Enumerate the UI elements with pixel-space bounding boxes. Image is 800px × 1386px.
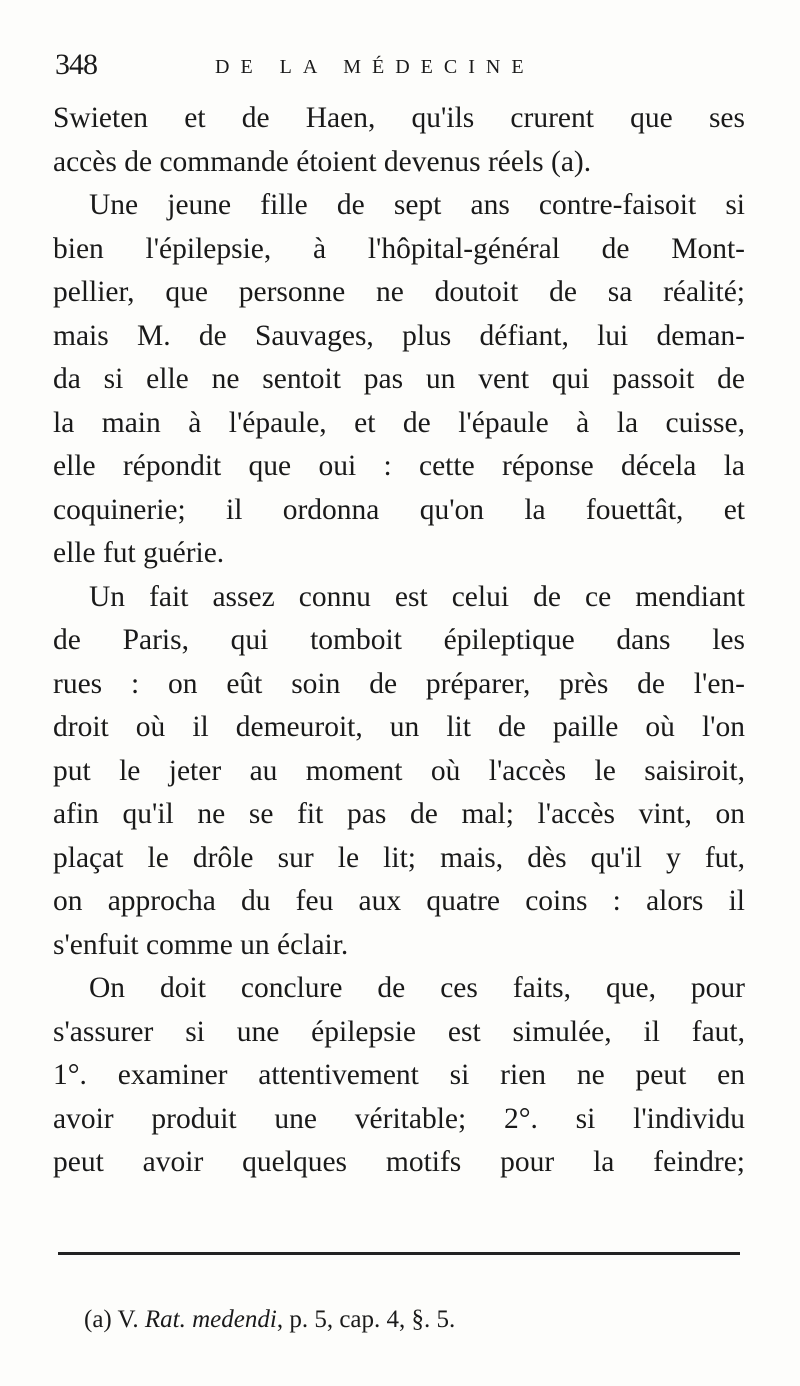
text-line: s'enfuit comme un éclair. [53, 928, 349, 961]
text-line: s'assurer si une épilepsie est simulée, il faut, [53, 1015, 745, 1048]
text-line: de Paris, qui tomboit épileptique dans les [53, 624, 745, 656]
footnote-rule [58, 1252, 740, 1255]
footnote-marker: (a) V. [84, 1306, 139, 1333]
text-line: On doit conclure de ces faits, que, pour [89, 972, 745, 1004]
page-header [55, 45, 755, 89]
text-line: mais M. de Sauvages, plus défiant, lui deman- [53, 319, 745, 352]
text-line: elle répondit que oui : cette réponse décela la [53, 450, 745, 482]
page-number: 348 [55, 48, 97, 81]
text-line: da si elle ne sentoit pas un vent qui passoit de [53, 363, 745, 395]
text-line: la main à l'épaule, et de l'épaule à la cuisse, [53, 406, 745, 439]
text-line: rues : on eût soin de préparer, près de l'en- [53, 667, 745, 700]
footnote-title: Rat. medendi [144, 1306, 277, 1333]
text-line: 1°. examiner attentivement si rien ne peut en [53, 1059, 745, 1091]
text-line: pellier, que personne ne doutoit de sa réalité; [53, 276, 745, 308]
text-line: accès de commande étoient devenus réels (a). [53, 145, 592, 178]
footnote [84, 1303, 455, 1337]
text-line: plaçat le drôle sur le lit; mais, dès qu'il y fut, [53, 841, 745, 874]
text-line: elle fut guérie. [53, 537, 225, 569]
text-line: avoir produit une véritable; 2°. si l'individu [53, 1102, 745, 1135]
text-line: Swieten et de Haen, qu'ils crurent que ses [53, 102, 745, 134]
text-line: afin qu'il ne se fit pas de mal; l'accès vint, on [53, 798, 745, 830]
footnote-reference: , p. 5, cap. 4, §. 5. [276, 1306, 456, 1333]
text-line: on approcha du feu aux quatre coins : alors il [53, 885, 745, 917]
text-line: coquinerie; il ordonna qu'on la fouettât, et [53, 493, 745, 526]
text-line: put le jeter au moment où l'accès le saisiroit, [53, 754, 745, 787]
text-line: droit où il demeuroit, un lit de paille où l'on [53, 711, 745, 743]
body-text [53, 97, 745, 1185]
running-head: DE LA MÉDECINE [215, 56, 535, 78]
text-line: bien l'épilepsie, à l'hôpital-général de Mont- [53, 232, 745, 265]
text-line: Une jeune fille de sept ans contre-faisoit si [89, 189, 745, 221]
text-line: peut avoir quelques motifs pour la feindre; [53, 1146, 745, 1178]
text-line: Un fait assez connu est celui de ce mendiant [89, 580, 745, 613]
